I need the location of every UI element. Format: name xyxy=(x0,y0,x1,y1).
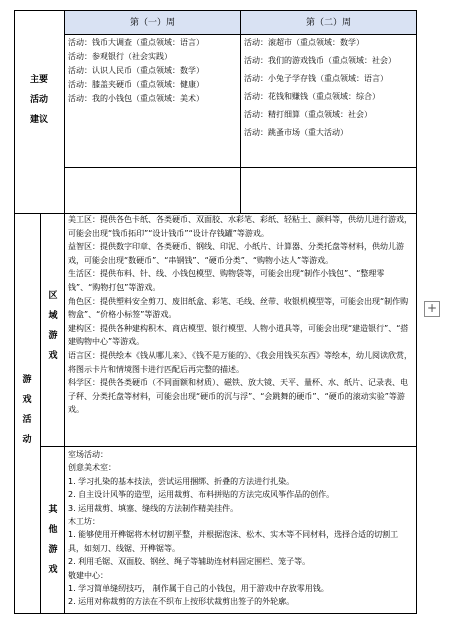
divider-blank-row xyxy=(65,167,416,168)
special-game-paragraph: 敬建中心： xyxy=(68,570,108,580)
main-activity-label: 主要 活动 建议 xyxy=(29,75,48,125)
area-game-paragraph: 科学区：提供各类硬币（不同面额和材质）、磁铁、放大镜、天平、量杯、水、纸片、记录表、电子秤、分类托盘等材料，可能会出现“硬币的沉与浮”、“会跳舞的硬币”、“硬币的滚动实验”等游戏。 xyxy=(68,378,408,415)
area-game-paragraph: 美工区：提供各色卡纸、各类硬币、双面胶、水彩笔、彩纸、轻粘土、颜料等，供幼儿进行游戏，可能会出现“钱币拓印”“设计钱币”“设计存钱罐”等游戏。 xyxy=(68,215,412,238)
special-game-paragraph: 2. 自主设计风筝的造型，运用裁剪、布料拼贴的方法完成风筝作品的创作。 xyxy=(68,490,335,500)
special-game-paragraph: 1. 学习简单缝纫技巧， 制作属于自己的小钱包，用于游戏中存放零用钱。 xyxy=(68,584,329,594)
special-game-paragraph: 1. 学习扎染的基本技法，尝试运用捆绑、折叠的方法进行扎染。 xyxy=(68,476,295,486)
divider-header-row xyxy=(65,34,416,35)
divider-main-section xyxy=(14,213,417,214)
week2-activity-item: 活动：小兔子学存钱（重点领域：语言） xyxy=(244,74,388,83)
week1-activity-item: 活动：膝盖夹硬币（重点领域：健康） xyxy=(68,80,204,89)
special-game-paragraph: 1. 能够使用开榫锯将木材切割平整，并根据泡沫、松木、实木等不同材料，选择合适的切割工具，如刻刀、线锯、开榫锯等。 xyxy=(68,530,399,553)
table-border-bottom xyxy=(14,613,417,614)
week2-activities xyxy=(241,36,416,140)
area-game-paragraph: 语言区：提供绘本《钱从哪儿来》、《钱不是万能的》、《我会用钱买东西》等绘本，幼儿阅读欣赏，将图示卡片和情境图卡进行匹配后再完整的描述。 xyxy=(68,350,412,374)
special-game-paragraph: 2. 利用毛锯、双面胶、钢丝、绳子等辅助连材料固定围栏、笼子等。 xyxy=(68,557,311,567)
divider-game-label-column xyxy=(40,213,41,614)
special-game-content xyxy=(65,448,416,609)
table-border-left xyxy=(14,10,15,614)
special-game-paragraph: 2. 运用对称裁剪的方法在不织布上按形状裁剪出签子的外轮廓。 xyxy=(68,597,295,607)
plus-icon[interactable]: + xyxy=(424,301,440,317)
special-game-paragraph: 木工坊： xyxy=(68,517,100,527)
week1-activity-item: 活动：参观银行（社会实践） xyxy=(68,52,172,61)
special-game-paragraph: 室场活动： xyxy=(68,450,108,459)
area-game-label: 区 域 游 戏 xyxy=(48,291,58,361)
area-game-paragraph: 建构区：提供各种建构积木、商店模型、银行模型、人物小道具等，可能会出现“建造银行”、“搭建购物中心”等游戏。 xyxy=(68,323,409,347)
week2-activity-item: 活动：滚超市（重点领域：数学） xyxy=(244,38,364,47)
area-game-content xyxy=(65,213,416,417)
week2-activity-item: 活动：跳蚤市场（重大活动） xyxy=(244,128,348,137)
week2-activity-item: 活动：花钱和赚钱（重点领域：综合） xyxy=(244,92,380,101)
area-game-paragraph: 生活区：提供布料、针、线、小钱包模型、购物袋等，可能会出现“制作小钱包”、“整理零钱”、“购物打包”等游戏。 xyxy=(68,269,385,292)
special-game-paragraph: 创意美术室： xyxy=(68,463,116,473)
special-game-paragraph: 3. 运用裁剪、填塞、缝线的方法制作精美挂件。 xyxy=(68,503,239,513)
game-activity-label: 游 戏 活 动 xyxy=(22,375,32,445)
divider-label-column xyxy=(64,10,65,213)
header-week1: 第（一）周 xyxy=(129,18,175,28)
week1-activity-item: 活动：钱币大调查（重点领域：语言） xyxy=(68,38,204,47)
divider-game-rows xyxy=(40,446,417,447)
special-game-label: 其 他 游 戏 xyxy=(48,505,58,575)
week1-activity-item: 活动：认识人民币（重点领域：数学） xyxy=(68,66,204,75)
area-game-paragraph: 益智区：提供数字印章、各类硬币、钢线、印泥、小纸片、计算器、分类托盘等材料，供幼儿游戏，可能会出现“数硬币”、“串钢钱”、“硬币分类”、“购物小达人”等游戏。 xyxy=(68,242,404,265)
divider-week-column xyxy=(240,10,241,213)
week2-activity-item: 活动：精打细算（重点领域：社会） xyxy=(244,110,372,119)
week1-activities xyxy=(65,36,240,106)
table-border-top xyxy=(14,10,417,11)
week2-activity-item: 活动：我们的游戏钱币（重点领域：社会） xyxy=(244,56,396,65)
area-game-paragraph: 角色区：提供塑料安全剪刀、废旧纸盒、彩笔、毛线、丝带、收银机模型等，可能会出现“制作购物盒”、“价格小标签”等游戏。 xyxy=(68,296,409,320)
divider-sublabel-column xyxy=(64,213,65,614)
header-week2: 第（二）周 xyxy=(305,18,351,28)
week1-activity-item: 活动：我的小钱包（重点领域：美术） xyxy=(68,94,204,103)
table-border-right xyxy=(416,10,417,614)
